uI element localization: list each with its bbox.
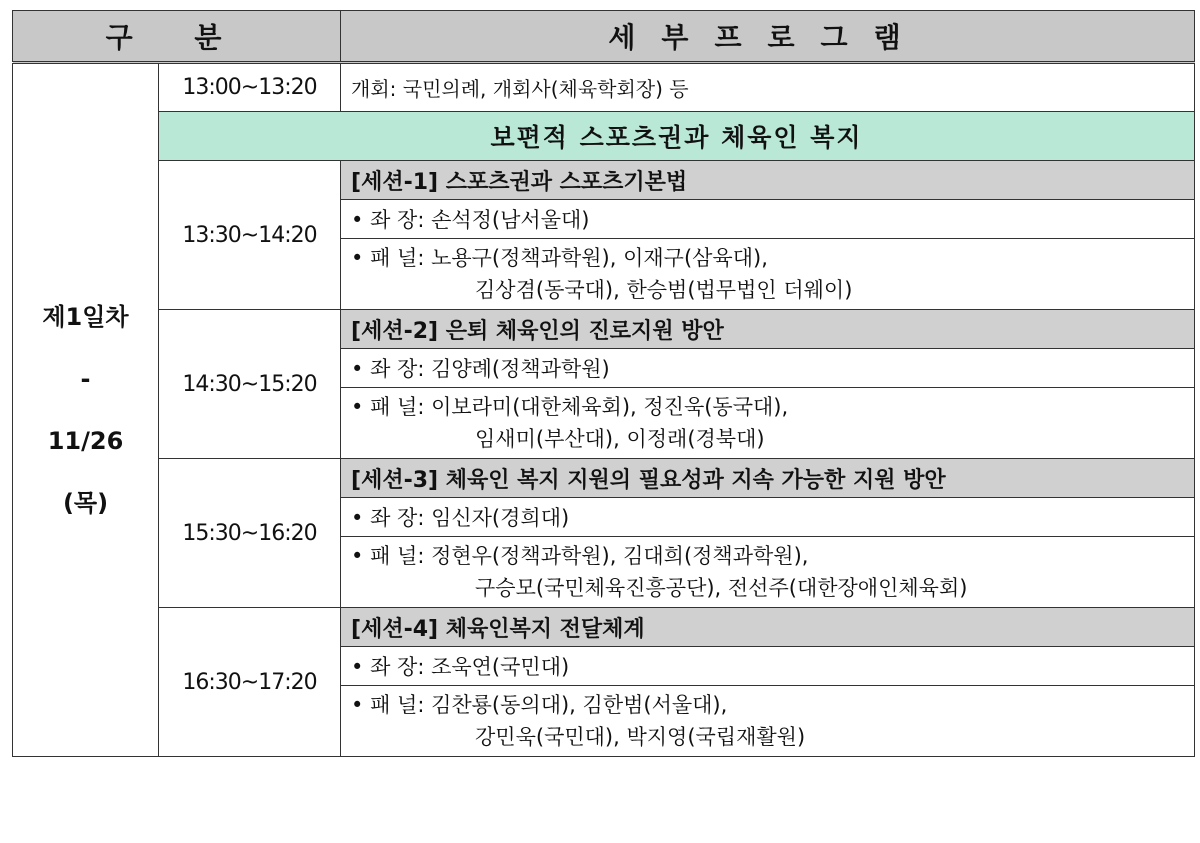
header-program: 세부프로그램 [341, 11, 1195, 63]
panel-line: • 패 널: 이보라미(대한체육회), 정진욱(동국대), [351, 395, 789, 419]
session-panel [341, 537, 1195, 608]
opening-text: 개회: 국민의례, 개회사(체육학회장) 등 [341, 63, 1195, 112]
time-cell: 15:30~16:20 [159, 459, 341, 608]
time-cell: 14:30~15:20 [159, 310, 341, 459]
session-title: [세션-1] 스포츠권과 스포츠기본법 [341, 161, 1195, 200]
table-row [13, 310, 1195, 349]
day-date: 11/26 [47, 427, 124, 455]
day-dash: - [80, 365, 91, 393]
table-row [13, 63, 1195, 112]
session-panel [341, 239, 1195, 310]
panel-line: • 패 널: 김찬룡(동의대), 김한범(서울대), [351, 693, 728, 717]
time-cell: 13:30~14:20 [159, 161, 341, 310]
day-cell [13, 63, 159, 757]
session-chair: • 좌 장: 손석정(남서울대) [341, 200, 1195, 239]
session-title: [세션-3] 체육인 복지 지원의 필요성과 지속 가능한 지원 방안 [341, 459, 1195, 498]
table-row [13, 112, 1195, 161]
table-row [13, 459, 1195, 498]
session-panel [341, 686, 1195, 757]
panel-line: 임새미(부산대), 이정래(경북대) [475, 427, 765, 451]
session-chair: • 좌 장: 김양례(정책과학원) [341, 349, 1195, 388]
panel-line: 구승모(국민체육진흥공단), 전선주(대한장애인체육회) [475, 576, 968, 600]
panel-line: • 패 널: 노용구(정책과학원), 이재구(삼육대), [351, 246, 768, 270]
time-cell: 16:30~17:20 [159, 608, 341, 757]
day-weekday: (목) [62, 489, 109, 517]
panel-line: • 패 널: 정현우(정책과학원), 김대희(정책과학원), [351, 544, 809, 568]
session-chair: • 좌 장: 조욱연(국민대) [341, 647, 1195, 686]
day-label: 제1일차 [42, 303, 129, 331]
program-table-frame [12, 10, 1194, 838]
session-title: [세션-2] 은퇴 체육인의 진로지원 방안 [341, 310, 1195, 349]
session-panel [341, 388, 1195, 459]
table-row [13, 161, 1195, 200]
theme-banner: 보편적 스포츠권과 체육인 복지 [159, 112, 1195, 161]
panel-line: 김상겸(동국대), 한승범(법무법인 더웨이) [475, 278, 853, 302]
panel-line: 강민욱(국민대), 박지영(국립재활원) [475, 725, 806, 749]
session-title: [세션-4] 체육인복지 전달체계 [341, 608, 1195, 647]
table-header [13, 11, 1195, 63]
program-table [12, 10, 1195, 757]
session-chair: • 좌 장: 임신자(경희대) [341, 498, 1195, 537]
table-row [13, 608, 1195, 647]
time-cell: 13:00~13:20 [159, 63, 341, 112]
header-category: 구 분 [13, 11, 341, 63]
